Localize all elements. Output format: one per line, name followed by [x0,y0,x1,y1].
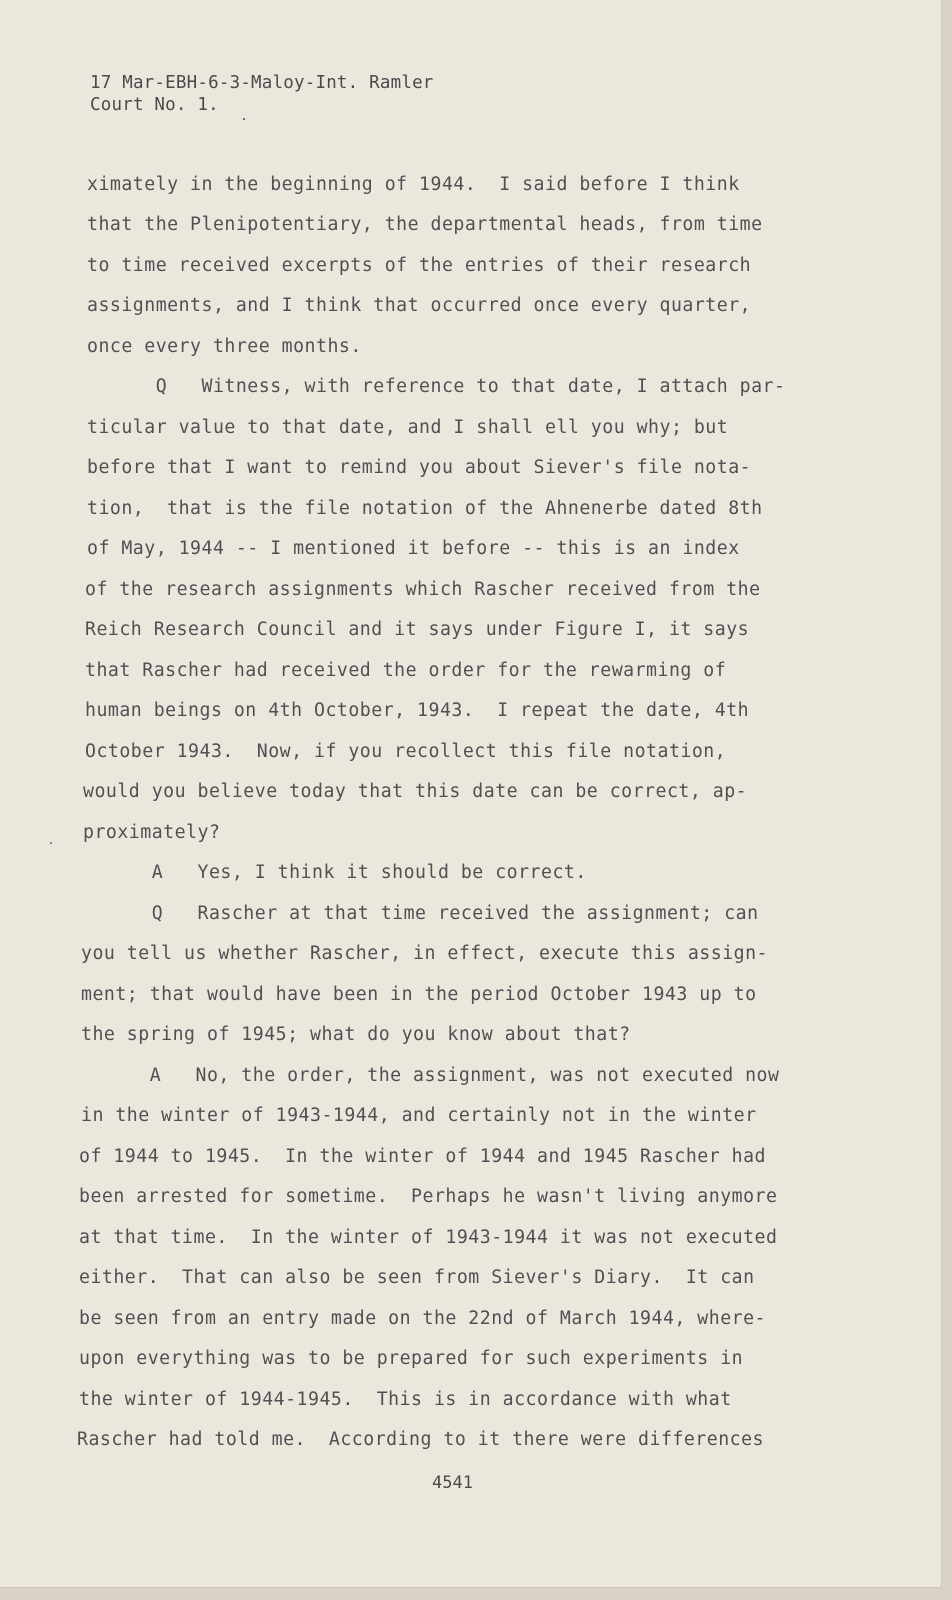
header-reference: 17 Mar-EBH-6-3-Maloy-Int. Ramler [90,73,434,93]
margin-mark [50,842,52,844]
text-line: been arrested for sometime. Perhaps he wasn't living anymore [79,1186,778,1207]
text-line: tion, that is the file notation of the Ahnenerbe dated 8th [87,498,763,519]
text-line: of the research assignments which Rascher received from the [85,579,761,600]
text-line: upon everything was to be prepared for such experiments in [79,1348,744,1369]
text-line: that the Plenipotentiary, the departmental heads, from time [87,214,763,235]
text-line: either. That can also be seen from Siever's Diary. It can [79,1267,755,1288]
text-line: proximately? [83,822,221,843]
text-line: once every three months. [87,336,362,357]
text-line: Reich Research Council and it says under Figure I, it says [85,619,750,640]
text-line: the winter of 1944-1945. This is in accordance with what [79,1389,732,1410]
text-line: in the winter of 1943-1944, and certainly not in the winter [81,1105,757,1126]
page-number: 4541 [432,1473,473,1493]
text-line: ticular value to that date, and I shall ell you why; but [87,417,729,438]
text-line: A Yes, I think it should be correct. [83,862,587,883]
text-line: that Rascher had received the order for the rewarming of [85,660,727,681]
text-line: October 1943. Now, if you recollect this file notation, [85,741,727,762]
text-line: Q Witness, with reference to that date, I attach par- [87,376,786,397]
text-line: at that time. In the winter of 1943-1944 it was not executed [79,1227,778,1248]
text-line: you tell us whether Rascher, in effect, execute this assign- [81,943,768,964]
text-line: be seen from an entry made on the 22nd of March 1944, where- [79,1308,766,1329]
text-line: ment; that would have been in the period October 1943 up to [81,984,757,1005]
header-court: Court No. 1. [90,95,219,115]
text-line: human beings on 4th October, 1943. I repeat the date, 4th [85,700,750,721]
text-line: before that I want to remind you about Siever's file nota- [87,457,752,478]
text-line: A No, the order, the assignment, was not executed now [81,1065,780,1086]
text-line: Q Rascher at that time received the assignment; can [83,903,759,924]
text-line: assignments, and I think that occurred once every quarter, [87,295,752,316]
text-line: would you believe today that this date can be correct, ap- [83,781,748,802]
text-line: ximately in the beginning of 1944. I said before I think [87,174,740,195]
text-line: to time received excerpts of the entries of their research [87,255,752,276]
text-line: Rascher had told me. According to it there were differences [77,1429,764,1450]
text-line: of May, 1944 -- I mentioned it before -- this is an index [87,538,740,559]
text-line: of 1944 to 1945. In the winter of 1944 and 1945 Rascher had [79,1146,766,1167]
text-line: the spring of 1945; what do you know about that? [81,1024,631,1045]
